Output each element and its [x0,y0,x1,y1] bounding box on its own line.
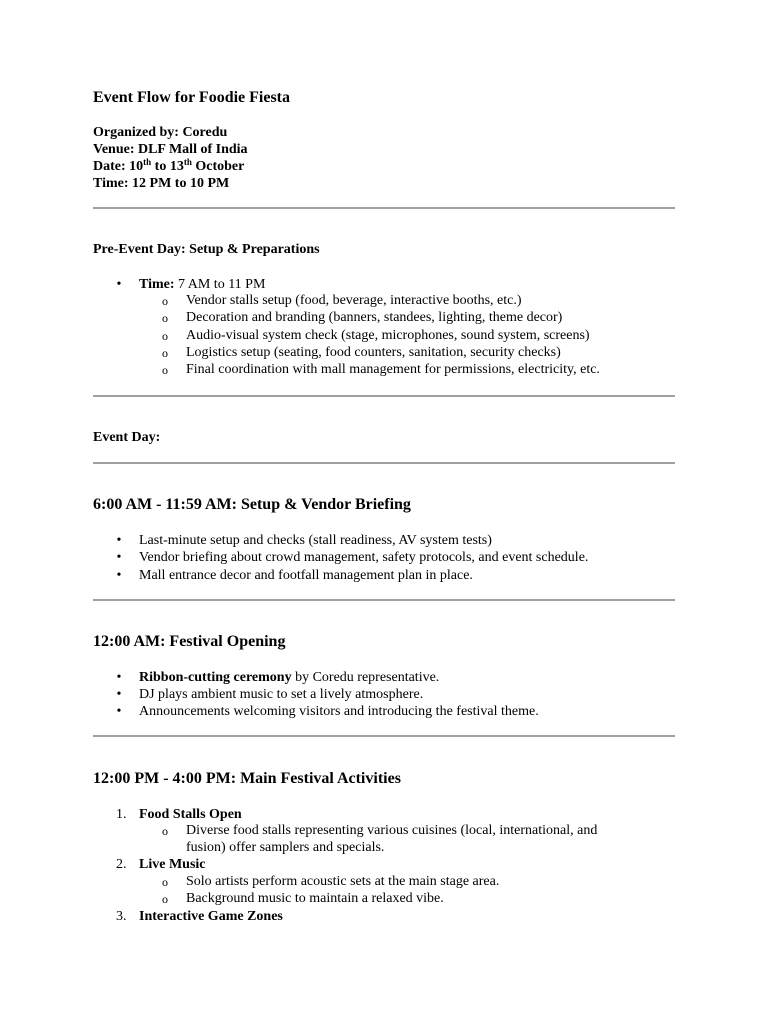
list-item: Audio-visual system check (stage, microphones, sound system, screens) [186,328,590,343]
section-heading: 12:00 AM: Festival Opening [93,633,286,650]
bullet-icon: • [116,550,122,565]
document-title: Event Flow for Foodie Fiesta [93,89,291,106]
sub-bullet-icon: o [162,346,168,360]
ribbon-cutting-label: Ribbon-cutting ceremony [139,670,292,685]
bullet-icon: • [116,670,122,685]
bullet-icon: • [116,568,122,583]
date-prefix: Date: 10 [93,159,144,174]
ribbon-cutting-rest: by Coredu representative. [291,670,440,685]
bullet-icon: • [116,533,122,548]
bullet-icon: • [116,687,122,702]
event-day-heading: Event Day: [93,430,161,445]
list-item: Final coordination with mall management for permissions, electricity, etc. [186,362,600,377]
divider [93,599,675,601]
sub-bullet-icon: o [162,311,168,325]
venue-line: Venue: DLF Mall of India [93,142,248,157]
time-line: Time: 12 PM to 10 PM [93,176,230,191]
date-suffix: October [191,159,245,174]
game-zones-title: Interactive Game Zones [139,909,283,924]
sub-bullet-icon: o [162,892,168,906]
list-number: 1. [116,807,127,822]
list-item: Background music to maintain a relaxed vibe. [186,891,444,906]
list-item: Vendor stalls setup (food, beverage, interactive booths, etc.) [186,293,522,308]
sub-bullet-icon: o [162,875,168,889]
pre-event-heading: Pre-Event Day: Setup & Preparations [93,242,320,257]
bullet-icon: • [116,277,122,292]
list-item-continuation: fusion) offer samplers and specials. [186,840,385,855]
list-item [139,669,439,686]
divider [93,207,675,209]
list-item: Announcements welcoming visitors and introducing the festival theme. [139,704,539,719]
sub-bullet-icon: o [162,824,168,838]
date-line [93,158,244,175]
section-heading: 6:00 AM - 11:59 AM: Setup & Vendor Briefing [93,496,411,513]
list-item: Solo artists perform acoustic sets at the main stage area. [186,874,500,889]
date-sup-start: th [143,157,152,167]
list-item: Diverse food stalls representing various cuisines (local, international, and [186,823,598,838]
list-item: Decoration and branding (banners, standees, lighting, theme decor) [186,310,563,325]
sub-bullet-icon: o [162,294,168,308]
list-item: Logistics setup (seating, food counters, sanitation, security checks) [186,345,561,360]
food-stalls-title: Food Stalls Open [139,807,242,822]
section-heading: 12:00 PM - 4:00 PM: Main Festival Activities [93,770,401,787]
sub-bullet-icon: o [162,329,168,343]
list-item: DJ plays ambient music to set a lively atmosphere. [139,687,424,702]
list-item: Mall entrance decor and footfall management plan in place. [139,568,473,583]
list-item: Last-minute setup and checks (stall readiness, AV system tests) [139,533,492,548]
list-number: 3. [116,909,127,924]
pre-event-time-label: Time: [139,277,175,292]
bullet-icon: • [116,704,122,719]
organizer-line: Organized by: Coredu [93,125,228,140]
pre-event-time [139,276,265,293]
divider [93,395,675,397]
list-item: Vendor briefing about crowd management, safety protocols, and event schedule. [139,550,589,565]
list-number: 2. [116,857,127,872]
pre-event-time-value: 7 AM to 11 PM [174,277,266,292]
divider [93,462,675,464]
date-sup-end: th [183,157,192,167]
sub-bullet-icon: o [162,363,168,377]
date-mid: to 13 [151,159,184,174]
live-music-title: Live Music [139,857,206,872]
divider [93,735,675,737]
